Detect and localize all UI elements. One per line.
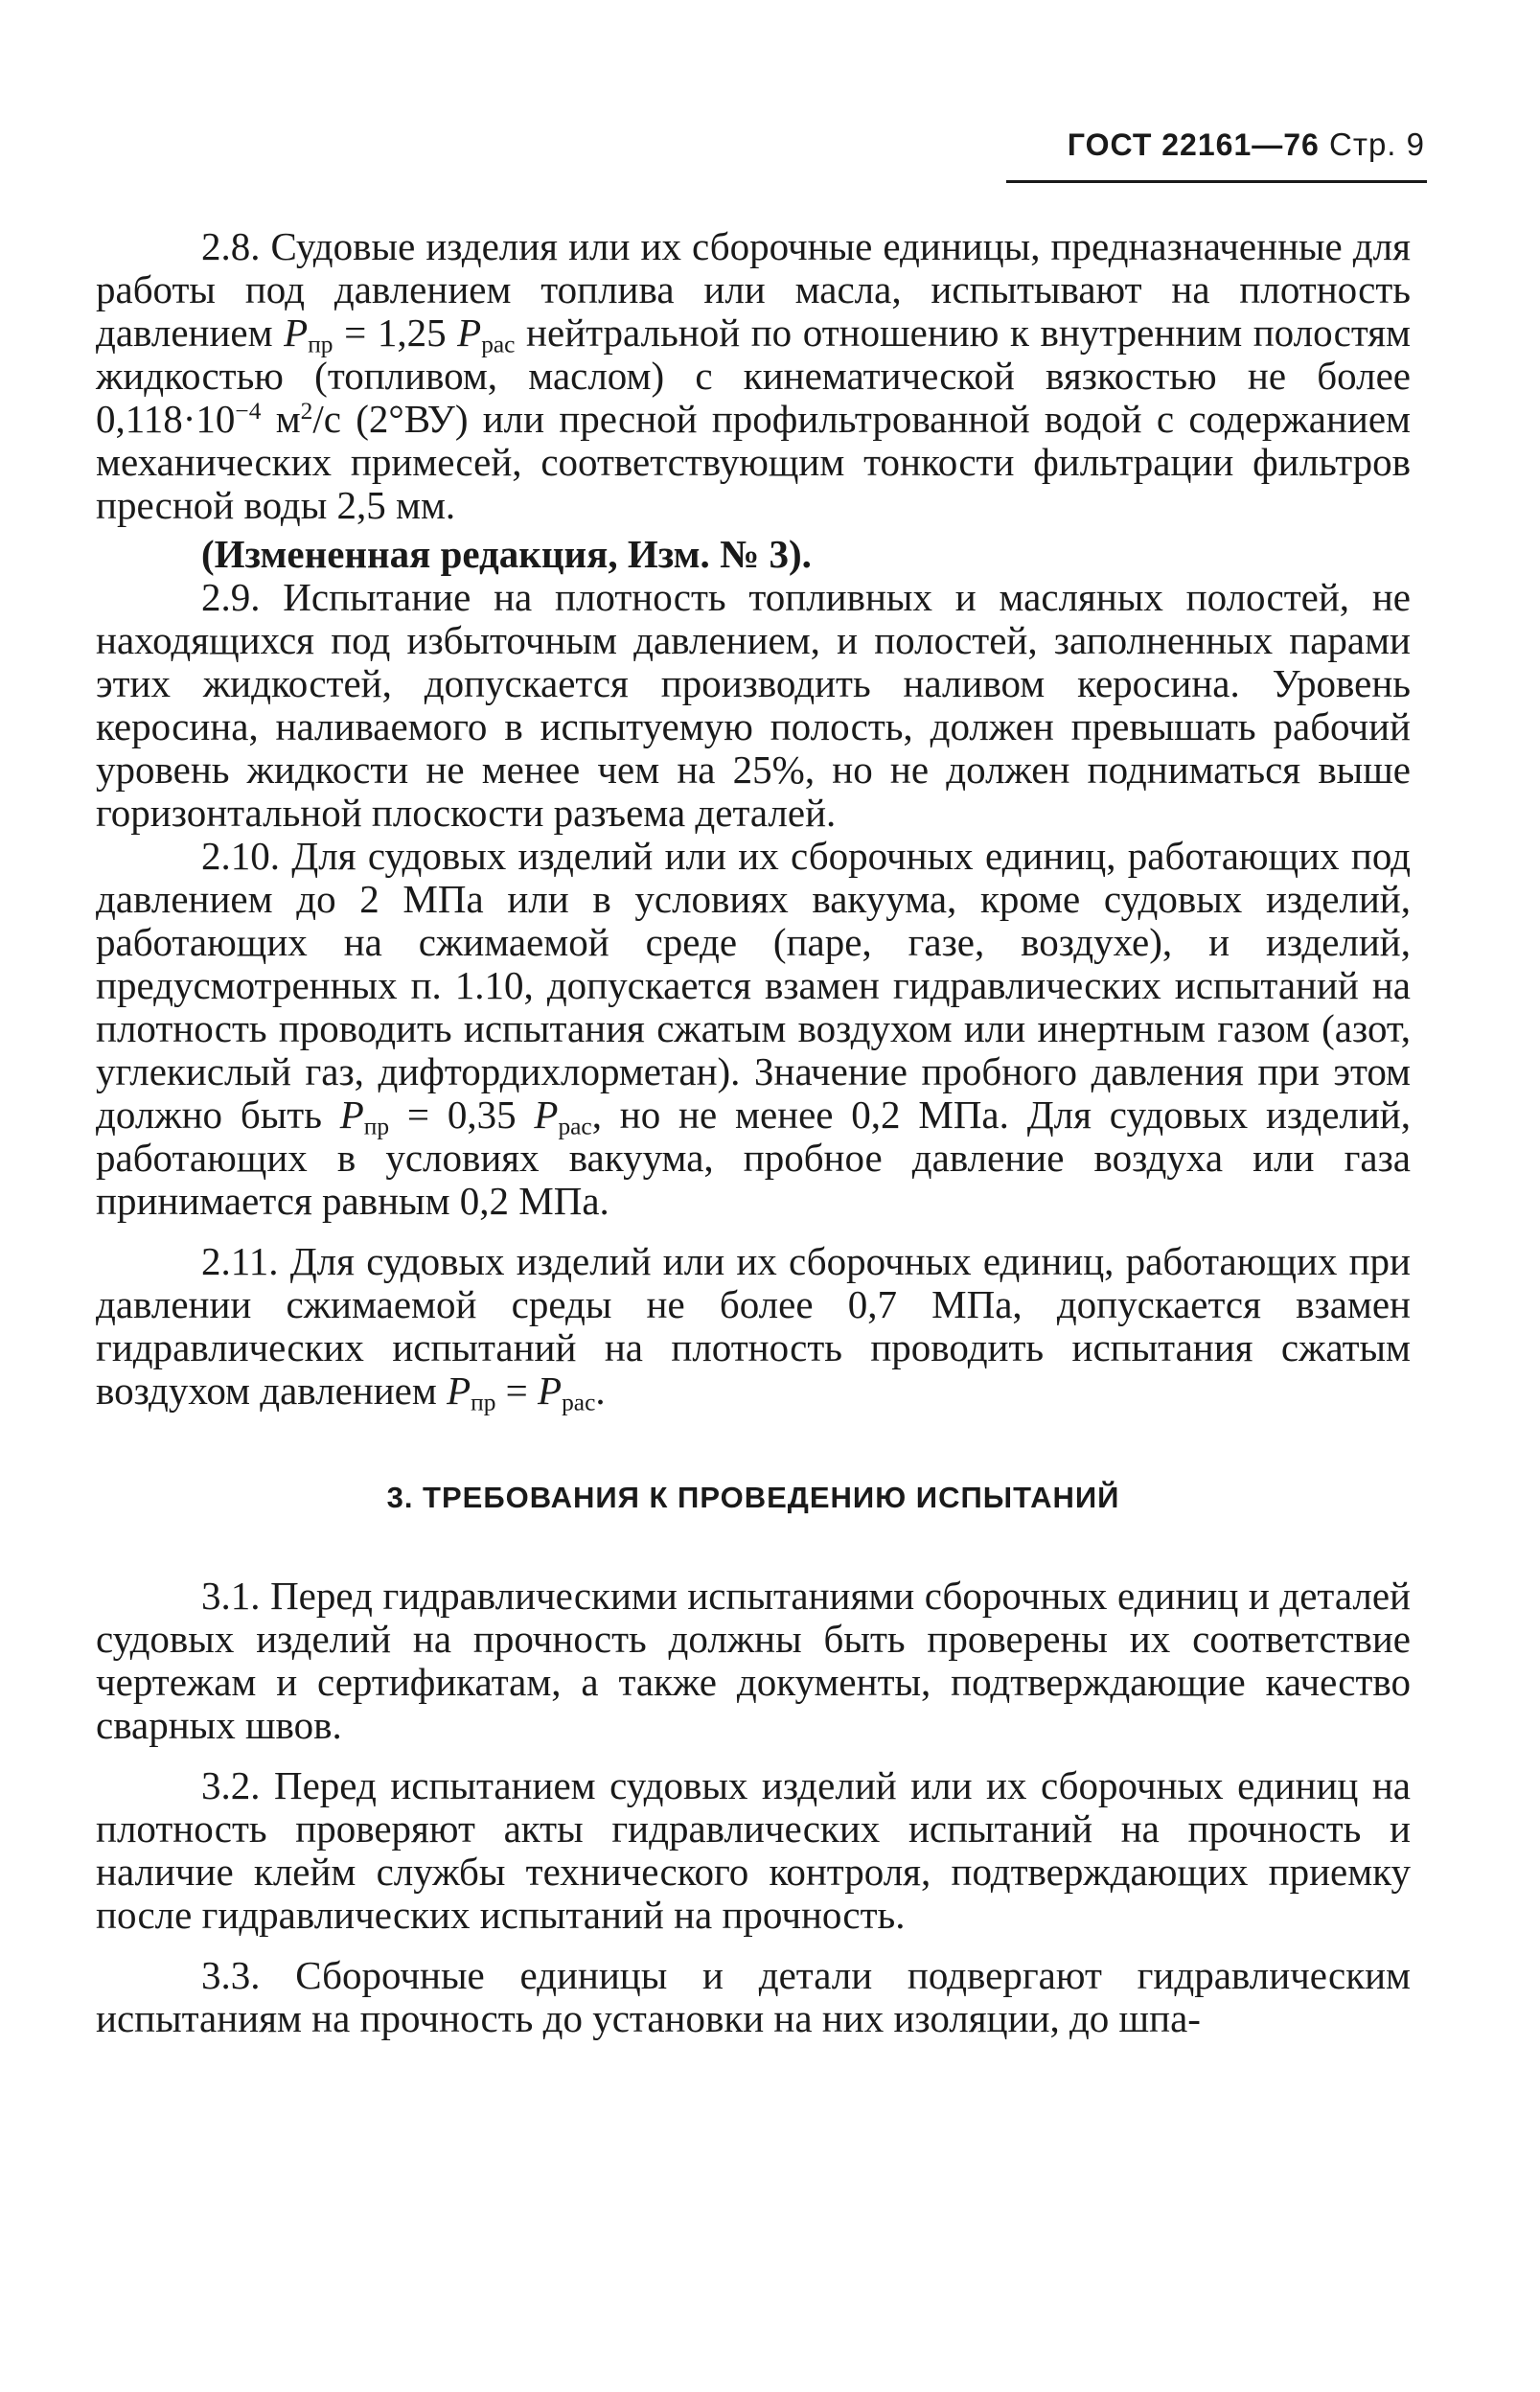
symbol: P <box>447 1368 471 1413</box>
subscript: пр <box>363 1113 390 1140</box>
text-run: = <box>495 1368 539 1413</box>
header-rule <box>1006 180 1427 183</box>
symbol: P <box>339 1092 364 1137</box>
edition-note: (Измененная редакция, Изм. № 3). <box>201 532 812 576</box>
paragraph-2-8 <box>96 225 1411 527</box>
running-head <box>1068 126 1425 163</box>
paragraph-2-10 <box>96 835 1411 1223</box>
text-run: , но не менее 0,2 МПа. Для судовых изделий, работающих в условиях вакуума, пробное давление воздуха или газа принимается равным 0,2 МПа. <box>96 1092 1412 1223</box>
section-title: 3. ТРЕБОВАНИЯ К ПРОВЕДЕНИЮ ИСПЫТАНИЙ <box>386 1481 1120 1514</box>
paragraph-3-3: 3.3. Сборочные единицы и детали подвергают гидравлическим испытаниям на прочность до установки на них изоляции, до шпа- <box>96 1953 1411 2040</box>
paragraph-3-1: 3.1. Перед гидравлическими испытаниями сборочных единиц и деталей судовых изделий на прочность должны быть проверены их соответствие чертежам и сертификатам, а также документы, подтверждающие качество сварных швов. <box>96 1574 1411 1747</box>
page-number: Стр. 9 <box>1329 126 1425 162</box>
text-run: . <box>595 1368 606 1413</box>
symbol: P <box>457 310 482 355</box>
subscript: пр <box>308 331 333 358</box>
standard-number: ГОСТ 22161—76 <box>1067 127 1320 162</box>
subscript: рас <box>481 331 516 358</box>
text-run: /с (2°ВУ) или пресной профильтрованной водой с содержанием механических примесей, соответствующим тонкости фильтрации фильтров пресной воды 2,5 мм. <box>96 397 1411 527</box>
symbol: P <box>284 310 309 355</box>
paragraph-3-2: 3.2. Перед испытанием судовых изделий или их сборочных единиц на плотность проверяют акты гидравлических испытаний на прочность и наличие клейм службы технического контроля, подтверждающих приемку после гидравлических испытаний на прочность. <box>96 1763 1411 1937</box>
text-run: = 1,25 <box>333 310 458 355</box>
subscript: рас <box>562 1389 596 1416</box>
superscript: −4 <box>235 398 262 426</box>
document-body <box>96 225 1411 2040</box>
symbol: P <box>538 1368 563 1413</box>
paragraph-2-9: 2.9. Испытание на плотность топливных и масляных полостей, не находящихся под избыточным давлением, и полостей, заполненных парами этих жидкостей, допускается производить наливом керосина. Уровень керосина, наливаемого в испытуемую полость, должен превышать рабочий уровень жидкости не менее чем на 25%, но не должен подниматься выше горизонтальной плоскости разъема деталей. <box>96 575 1411 835</box>
text-run: = 0,35 <box>389 1092 535 1137</box>
paragraph-2-11 <box>96 1239 1411 1416</box>
subscript: пр <box>471 1389 496 1416</box>
symbol: P <box>534 1092 559 1137</box>
text-run: 2.8. Судовые изделия или их сборочные единицы, предназначенные для работы под давлением топлива или масла, испытывают на плотность давлением <box>96 224 1411 355</box>
text-run: 2.10. Для судовых изделий или их сборочных единиц, работающих под давлением до 2 МПа или в условиях вакуума, кроме судовых изделий, работающих на сжимаемой среде (паре, газе, воздухе), и изделий, предусмотренных п. 1.10, допускается взамен гидравлических испытаний на плотность проводить испытания сжатым воздухом или инертным газом (азот, углекислый газ, дифтордихлорметан). Значение пробного давления при этом должно быть <box>96 834 1411 1137</box>
text-run: нейтральной по отношению к внутренним полостям жидкостью (топливом, маслом) с кинематической вязкостью не более 0,118·10 <box>96 310 1411 441</box>
subscript: рас <box>558 1113 592 1140</box>
text-run: 2.11. Для судовых изделий или их сборочных единиц, работающих при давлении сжимаемой среды не более 0,7 МПа, допускается взамен гидравлических испытаний на плотность проводить испытания сжатым воздухом давлением <box>96 1239 1411 1413</box>
text-run: м <box>261 397 301 441</box>
superscript: 2 <box>300 398 313 426</box>
